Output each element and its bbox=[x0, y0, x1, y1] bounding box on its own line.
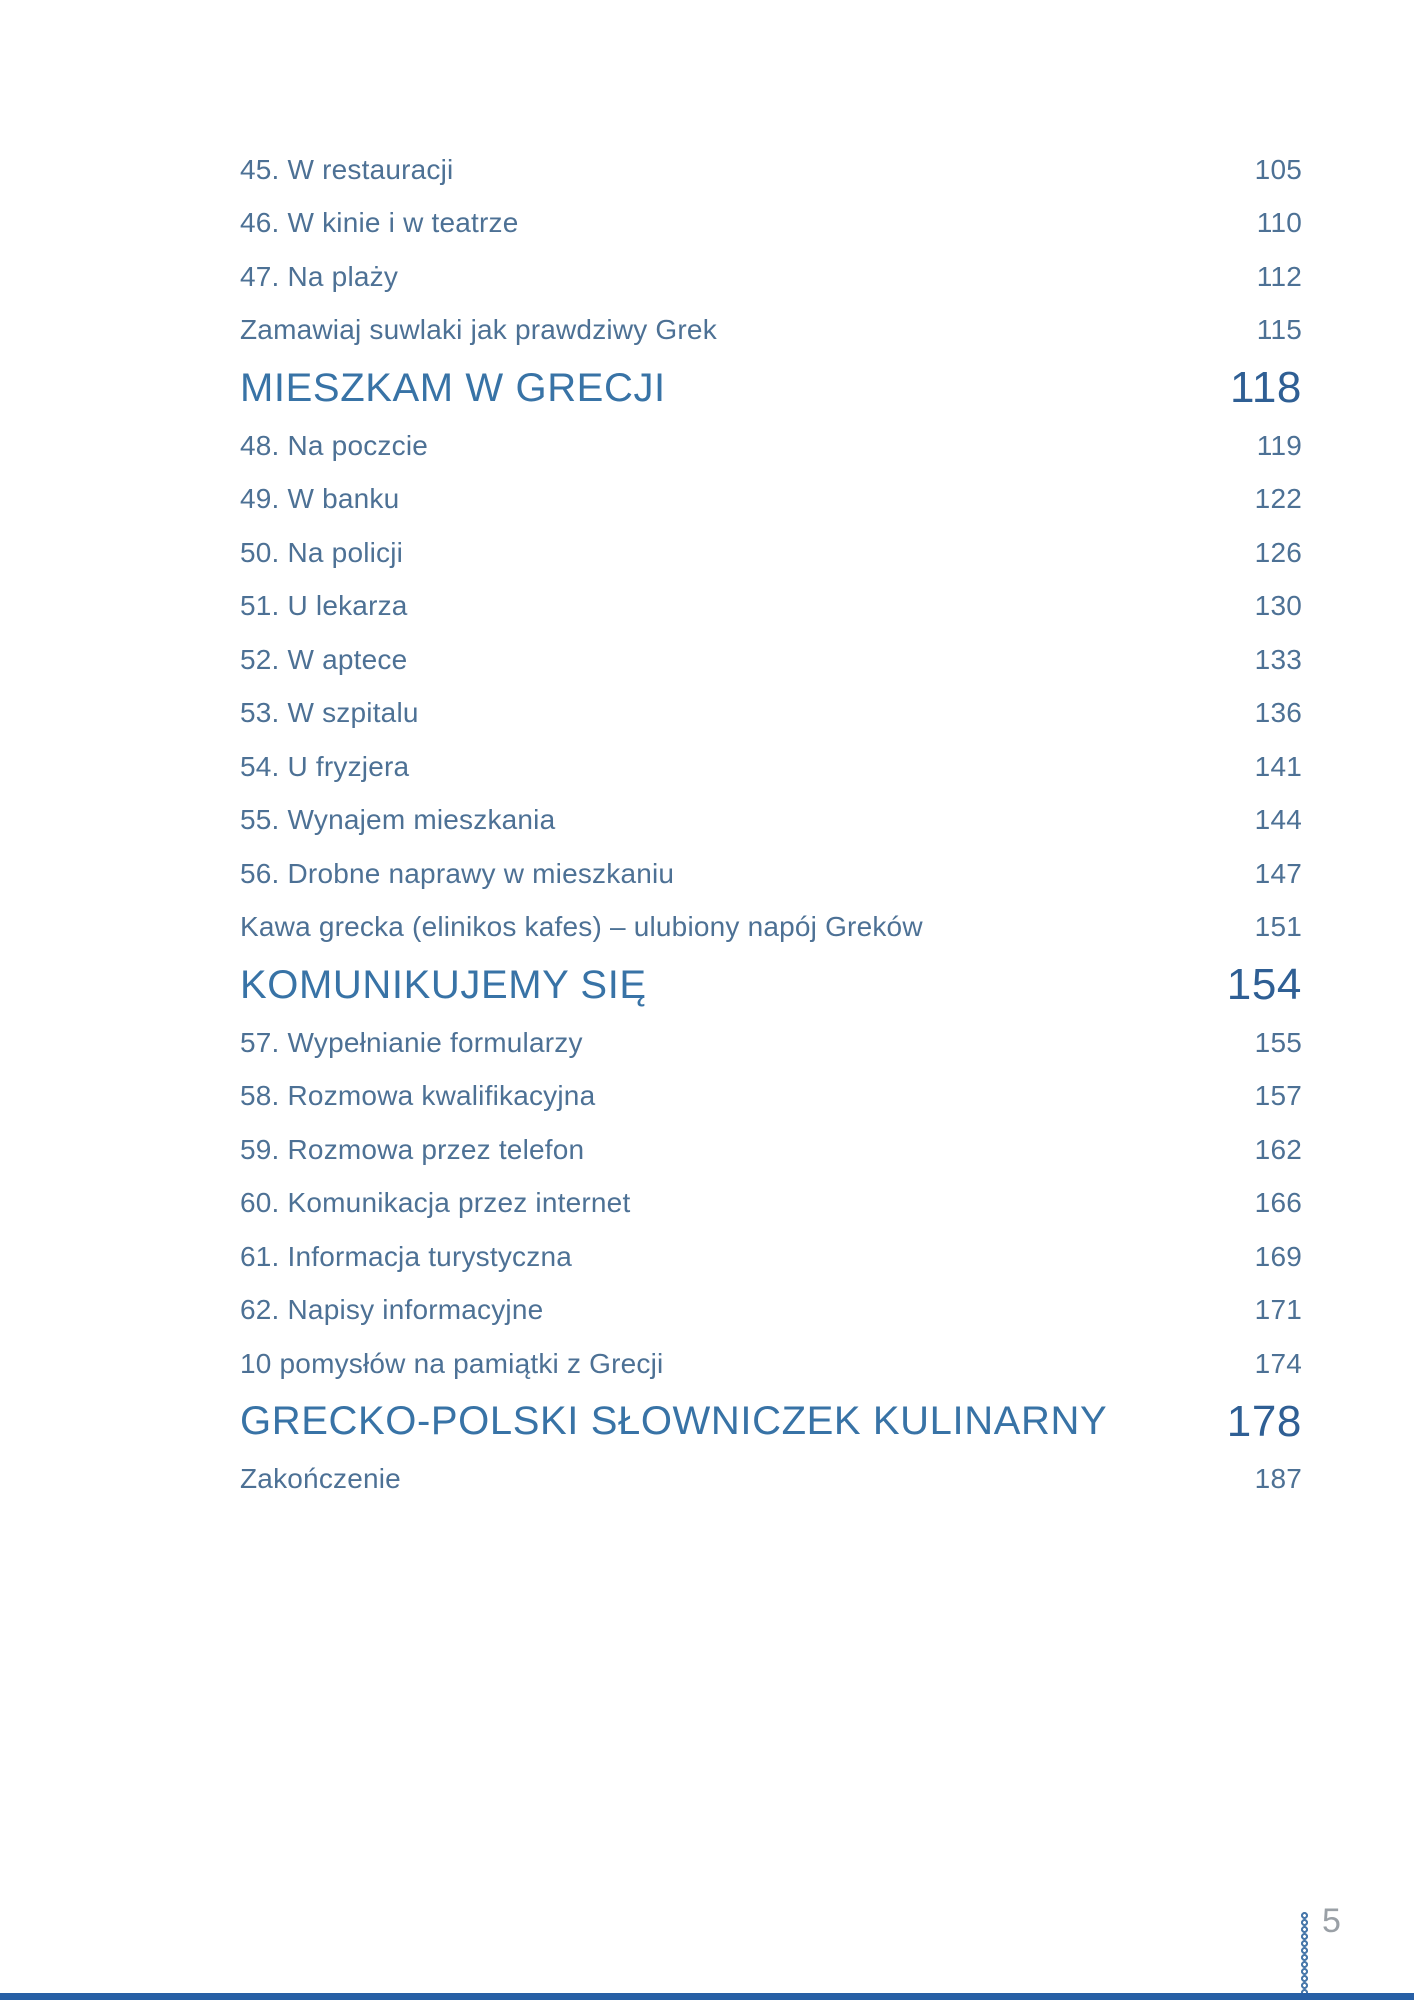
toc-entry-page: 115 bbox=[1256, 314, 1302, 346]
toc-entry-page: 141 bbox=[1254, 750, 1302, 782]
toc-section-row bbox=[240, 1391, 1302, 1453]
toc-item-row bbox=[240, 1070, 1302, 1124]
toc-entry-page: 147 bbox=[1254, 857, 1302, 889]
toc-entry-label: 62. Napisy informacyjne bbox=[240, 1294, 544, 1326]
toc-entry-page: 154 bbox=[1226, 960, 1302, 1009]
toc-item-row bbox=[240, 901, 1302, 955]
toc-entry-label: 53. W szpitalu bbox=[240, 697, 419, 729]
toc-entry-page: 171 bbox=[1254, 1294, 1302, 1326]
toc-item-row bbox=[240, 687, 1302, 741]
page-number: 5 bbox=[1322, 1902, 1341, 1940]
toc-item-row bbox=[240, 473, 1302, 527]
toc-section-row bbox=[240, 357, 1302, 419]
toc-item-row bbox=[240, 794, 1302, 848]
toc-entry-label: 46. W kinie i w teatrze bbox=[240, 207, 519, 239]
toc-entry-page: 178 bbox=[1226, 1396, 1302, 1446]
toc-entry-page: 126 bbox=[1254, 536, 1302, 568]
toc-item-row bbox=[240, 526, 1302, 580]
toc-entry-page: 155 bbox=[1254, 1026, 1302, 1058]
toc-entry-page: 151 bbox=[1254, 911, 1302, 943]
toc-entry-page: 122 bbox=[1254, 483, 1302, 515]
toc-entry-label: 57. Wypełnianie formularzy bbox=[240, 1026, 583, 1058]
toc-entry-label: 55. Wynajem mieszkania bbox=[240, 804, 556, 836]
toc-entry-label: 54. U fryzjera bbox=[240, 750, 410, 782]
toc-entry-page: 112 bbox=[1256, 260, 1302, 292]
toc-item-row bbox=[240, 1453, 1302, 1507]
toc-item-row bbox=[240, 1123, 1302, 1177]
toc-item-row bbox=[240, 419, 1302, 473]
toc-entry-label: KOMUNIKUJEMY SIĘ bbox=[240, 962, 647, 1007]
toc-entry-label: Zamawiaj suwlaki jak prawdziwy Grek bbox=[240, 314, 717, 346]
toc-item-row bbox=[240, 633, 1302, 687]
toc-item-row bbox=[240, 580, 1302, 634]
footer-bar bbox=[0, 1993, 1414, 2000]
toc-entry-label: 49. W banku bbox=[240, 483, 400, 515]
toc-entry-label: 60. Komunikacja przez internet bbox=[240, 1187, 631, 1219]
toc-entry-page: 169 bbox=[1254, 1240, 1302, 1272]
toc-entry-page: 119 bbox=[1256, 429, 1302, 461]
toc-entry-label: 52. W aptece bbox=[240, 643, 408, 675]
toc-item-row bbox=[240, 1016, 1302, 1070]
toc-item-row bbox=[240, 197, 1302, 251]
toc-entry-page: 133 bbox=[1254, 643, 1302, 675]
toc-item-row bbox=[240, 1284, 1302, 1338]
toc-entry-page: 144 bbox=[1254, 804, 1302, 836]
toc-entry-label: 45. W restauracji bbox=[240, 153, 454, 185]
beaded-line-decoration bbox=[1300, 1912, 1309, 1993]
toc-list bbox=[240, 143, 1302, 1506]
toc-item-row bbox=[240, 740, 1302, 794]
toc-entry-label: MIESZKAM W GRECJI bbox=[240, 365, 666, 410]
toc-item-row bbox=[240, 847, 1302, 901]
toc-item-row bbox=[240, 250, 1302, 304]
toc-item-row bbox=[240, 1337, 1302, 1391]
toc-entry-page: 110 bbox=[1256, 207, 1302, 239]
toc-entry-label: 59. Rozmowa przez telefon bbox=[240, 1133, 585, 1165]
toc-entry-page: 157 bbox=[1254, 1080, 1302, 1112]
toc-entry-page: 118 bbox=[1230, 363, 1302, 412]
toc-entry-page: 105 bbox=[1254, 153, 1302, 185]
toc-item-row bbox=[240, 304, 1302, 358]
toc-entry-label: 61. Informacja turystyczna bbox=[240, 1240, 572, 1272]
toc-item-row bbox=[240, 143, 1302, 197]
toc-entry-page: 162 bbox=[1254, 1133, 1302, 1165]
toc-entry-label: 58. Rozmowa kwalifikacyjna bbox=[240, 1080, 596, 1112]
toc-entry-label: 50. Na policji bbox=[240, 536, 404, 568]
toc-entry-label: 47. Na plaży bbox=[240, 260, 399, 292]
toc-entry-label: Zakończenie bbox=[240, 1463, 401, 1495]
toc-entry-label: Kawa grecka (elinikos kafes) – ulubiony napój Greków bbox=[240, 911, 923, 943]
toc-entry-label: GRECKO-POLSKI SŁOWNICZEK KULINARNY bbox=[240, 1399, 1108, 1443]
toc-entry-label: 10 pomysłów na pamiątki z Grecji bbox=[240, 1347, 664, 1379]
toc-item-row bbox=[240, 1177, 1302, 1231]
toc-entry-page: 136 bbox=[1254, 697, 1302, 729]
toc-entry-label: 51. U lekarza bbox=[240, 590, 408, 622]
toc-entry-page: 174 bbox=[1254, 1347, 1302, 1379]
toc-entry-label: 56. Drobne naprawy w mieszkaniu bbox=[240, 857, 675, 889]
toc-entry-page: 166 bbox=[1254, 1187, 1302, 1219]
toc-entry-page: 187 bbox=[1254, 1463, 1302, 1495]
toc-entry-label: 48. Na poczcie bbox=[240, 429, 429, 461]
toc-section-row bbox=[240, 954, 1302, 1016]
toc-item-row bbox=[240, 1230, 1302, 1284]
toc-entry-page: 130 bbox=[1254, 590, 1302, 622]
